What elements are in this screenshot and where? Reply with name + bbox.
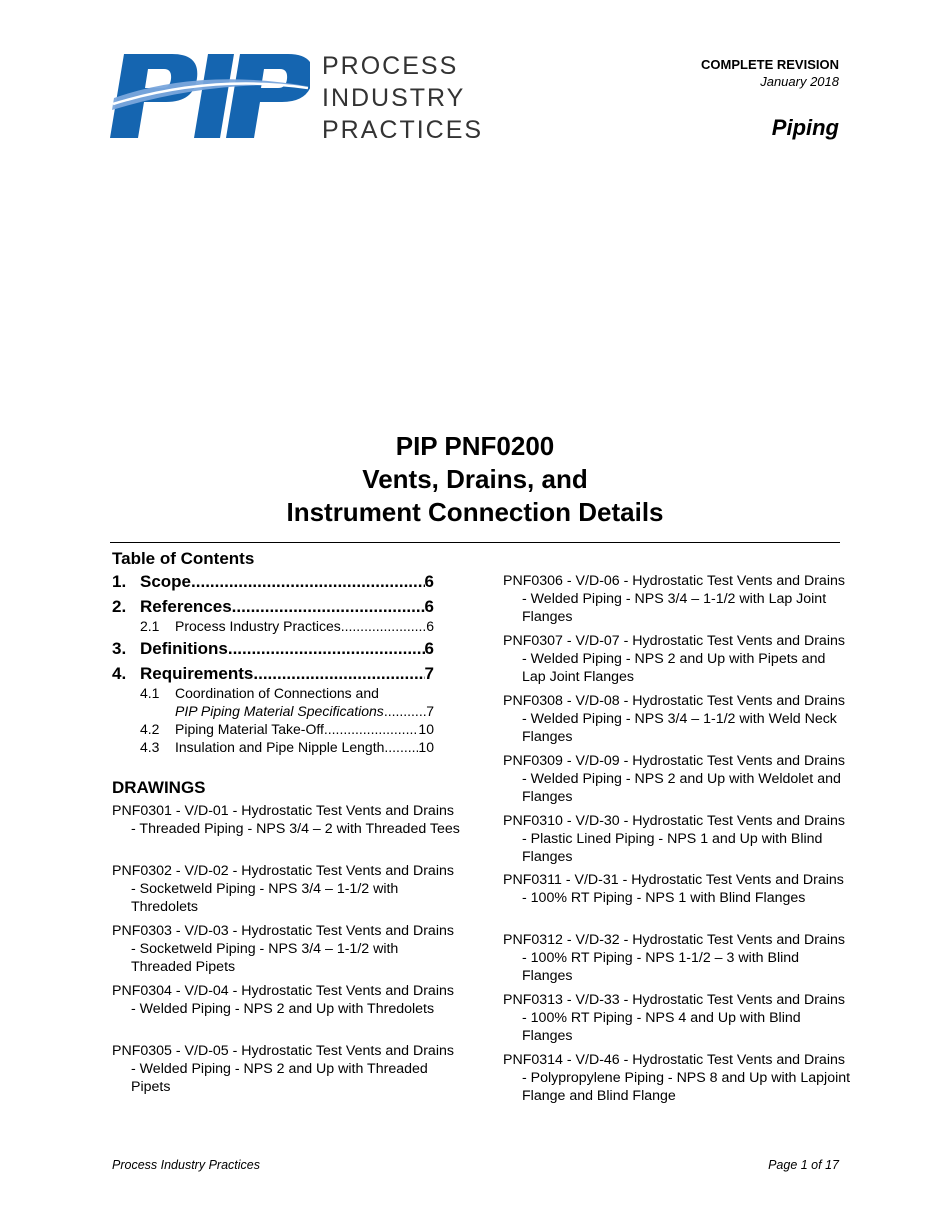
drawing-item[interactable]: PNF0306 - V/D-06 - Hydrostatic Test Vents and Drains - Welded Piping - NPS 3/4 – 1-1/2 with Lap Joint Flanges bbox=[503, 573, 845, 625]
toc-item-definitions[interactable]: 3. Definitions ..... 6 bbox=[112, 639, 434, 659]
doc-title-line-1: PIP PNF0200 bbox=[395, 431, 555, 461]
doc-title-line-2: Vents, Drains, and bbox=[362, 464, 588, 494]
toc-item-insulation[interactable]: 4.3 Insulation and Pipe Nipple Length ..... 10 bbox=[140, 738, 434, 756]
doc-title-line-3: Instrument Connection Details bbox=[286, 497, 664, 527]
drawing-item[interactable]: PNF0303 - V/D-03 - Hydrostatic Test Vents and Drains - Socketweld Piping - NPS 3/4 – 1-1/2 with Threaded Pipets bbox=[112, 923, 454, 975]
revision-label: COMPLETE REVISION bbox=[701, 57, 839, 72]
drawing-item[interactable]: PNF0309 - V/D-09 - Hydrostatic Test Vents and Drains - Welded Piping - NPS 2 and Up with Weldolet and Flanges bbox=[503, 753, 845, 805]
toc-item-process-industry-practices[interactable]: 2.1 Process Industry Practices ..... 6 bbox=[140, 617, 434, 635]
drawing-item[interactable]: PNF0307 - V/D-07 - Hydrostatic Test Vents and Drains - Welded Piping - NPS 2 and Up with Pipets and Lap Joint Flanges bbox=[503, 633, 845, 685]
toc-item-coordination-cont[interactable]: PIP Piping Material Specifications ..... 7 bbox=[175, 702, 434, 720]
drawing-item[interactable]: PNF0308 - V/D-08 - Hydrostatic Test Vents and Drains - Welded Piping - NPS 3/4 – 1-1/2 with Weld Neck Flanges bbox=[503, 693, 845, 745]
drawing-item[interactable]: PNF0313 - V/D-33 - Hydrostatic Test Vents and Drains - 100% RT Piping - NPS 4 and Up with Blind Flanges bbox=[503, 992, 845, 1044]
toc-item-references[interactable]: 2. References ..... 6 bbox=[112, 597, 434, 617]
drawing-item[interactable]: PNF0314 - V/D-46 - Hydrostatic Test Vents and Drains - Polypropylene Piping - NPS 8 and Up with Lapjoint Flange and Blind Flange bbox=[503, 1052, 851, 1104]
org-name-line-1: PROCESS bbox=[322, 52, 459, 80]
drawing-item[interactable]: PNF0312 - V/D-32 - Hydrostatic Test Vents and Drains - 100% RT Piping - NPS 1-1/2 – 3 with Blind Flanges bbox=[503, 932, 845, 984]
toc-item-coordination[interactable]: 4.1 Coordination of Connections and bbox=[140, 685, 379, 701]
toc-item-material-take-off[interactable]: 4.2 Piping Material Take-Off ..... 10 bbox=[140, 720, 434, 738]
footer-org: Process Industry Practices bbox=[112, 1158, 260, 1172]
category-label: Piping bbox=[771, 115, 839, 140]
drawing-item[interactable]: PNF0311 - V/D-31 - Hydrostatic Test Vents and Drains - 100% RT Piping - NPS 1 with Blind Flanges bbox=[503, 872, 844, 906]
drawings-heading: DRAWINGS bbox=[112, 778, 206, 797]
toc-item-requirements[interactable]: 4. Requirements ..... 7 bbox=[112, 664, 434, 684]
org-name-line-3: PRACTICES bbox=[322, 116, 484, 144]
drawing-item[interactable]: PNF0305 - V/D-05 - Hydrostatic Test Vents and Drains - Welded Piping - NPS 2 and Up with Threaded Pipets bbox=[112, 1043, 454, 1095]
toc-heading: Table of Contents bbox=[112, 549, 255, 568]
pip-logo bbox=[110, 52, 310, 140]
drawing-item[interactable]: PNF0304 - V/D-04 - Hydrostatic Test Vents and Drains - Welded Piping - NPS 2 and Up with Thredolets bbox=[112, 983, 454, 1017]
drawing-item[interactable]: PNF0310 - V/D-30 - Hydrostatic Test Vents and Drains - Plastic Lined Piping - NPS 1 and Up with Blind Flanges bbox=[503, 813, 845, 865]
revision-date: January 2018 bbox=[760, 74, 839, 89]
drawing-item[interactable]: PNF0302 - V/D-02 - Hydrostatic Test Vents and Drains - Socketweld Piping - NPS 3/4 – 1-1/2 with Thredolets bbox=[112, 863, 454, 915]
title-divider bbox=[110, 542, 840, 543]
drawing-item[interactable]: PNF0301 - V/D-01 - Hydrostatic Test Vents and Drains - Threaded Piping - NPS 3/4 – 2 with Threaded Tees bbox=[112, 803, 460, 837]
toc-item-scope[interactable]: 1. Scope ..... 6 bbox=[112, 572, 434, 592]
org-name-line-2: INDUSTRY bbox=[322, 84, 466, 112]
page-number: Page 1 of 17 bbox=[768, 1158, 839, 1172]
